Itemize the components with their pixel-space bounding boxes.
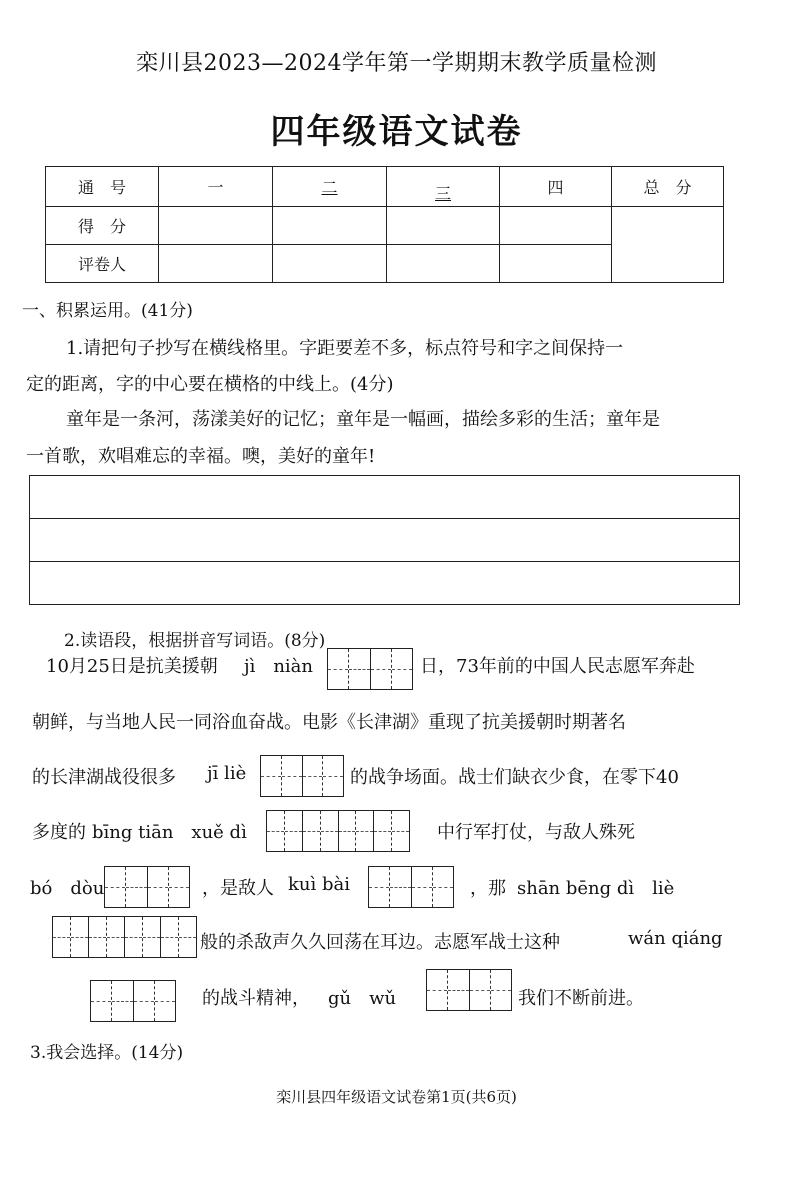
- q2-text: 般的杀敌声久久回荡在耳边。志愿军战士这种: [200, 932, 560, 953]
- grid-cell[interactable]: [491, 970, 511, 1010]
- grid-cell[interactable]: [303, 756, 324, 796]
- score-cell[interactable]: [500, 207, 612, 245]
- grid-cell[interactable]: [303, 811, 321, 851]
- score-col-2: [273, 167, 387, 207]
- pinyin-guwu: gǔ wǔ: [328, 988, 397, 1009]
- grid-cell[interactable]: [369, 867, 390, 907]
- grid-cell[interactable]: [412, 867, 433, 907]
- score-col-total: 总 分: [612, 167, 724, 207]
- answer-grid-bodou[interactable]: [104, 866, 190, 908]
- grid-cell[interactable]: [349, 649, 370, 689]
- page-footer: 栾川县四年级语文试卷第1页(共6页): [276, 1088, 517, 1106]
- q2-text: 多度的: [32, 822, 86, 843]
- pinyin-wanqiang: wán qiáng: [628, 928, 723, 949]
- pinyin-bodou: bó dòu: [30, 878, 105, 899]
- answer-grid-jilie[interactable]: [260, 755, 344, 797]
- pinyin-jinian: jì niàn: [244, 656, 314, 677]
- grader-cell[interactable]: [159, 245, 273, 283]
- grid-cell[interactable]: [148, 867, 169, 907]
- grid-cell[interactable]: [161, 917, 179, 957]
- score-table-header-row: [46, 167, 724, 207]
- q2-text: 的长津湖战役很多: [32, 767, 176, 788]
- pinyin-kuibai: kuì bài: [288, 874, 350, 895]
- q1-instruction-line2: 定的距离，字的中心要在横格的中线上。(4分): [26, 374, 394, 395]
- score-col-2-label: 二: [321, 178, 338, 197]
- grid-cell[interactable]: [282, 756, 303, 796]
- score-col-3: [387, 167, 500, 207]
- grid-cell[interactable]: [371, 649, 392, 689]
- grid-cell[interactable]: [328, 649, 349, 689]
- grid-cell[interactable]: [321, 811, 339, 851]
- grid-cell[interactable]: [374, 811, 392, 851]
- grid-cell[interactable]: [427, 970, 448, 1010]
- writing-line: [30, 561, 739, 562]
- score-table-score-row: [46, 207, 724, 245]
- pinyin-jilie: jī liè: [207, 763, 247, 784]
- grid-cell[interactable]: [323, 756, 343, 796]
- q2-text: ，是敌人: [202, 878, 274, 899]
- q2-text: 朝鲜，与当地人民一同浴血奋战。电影《长津湖》重现了抗美援朝时期著名: [32, 712, 626, 733]
- q1-writing-area[interactable]: [29, 475, 740, 605]
- q2-text: 的战争场面。战士们缺衣少食，在零下40: [350, 767, 679, 788]
- score-cell[interactable]: [159, 207, 273, 245]
- grader-cell[interactable]: [387, 245, 500, 283]
- q2-text: 日，73年前的中国人民志愿军奔赴: [420, 656, 695, 677]
- score-label-number: 通 号: [46, 167, 159, 207]
- pinyin-shanbengdilie: shān bēng dì liè: [517, 878, 675, 899]
- score-col-1: 一: [159, 167, 273, 207]
- grid-cell[interactable]: [105, 867, 126, 907]
- answer-grid-guwu[interactable]: [426, 969, 512, 1011]
- grid-cell[interactable]: [392, 649, 412, 689]
- score-label-grader: 评卷人: [46, 245, 159, 283]
- grid-cell[interactable]: [267, 811, 285, 851]
- grid-cell[interactable]: [89, 917, 107, 957]
- q1-passage-line2: 一首歌，欢唱难忘的幸福。噢，美好的童年!: [26, 446, 376, 467]
- grid-cell[interactable]: [392, 811, 409, 851]
- grid-cell[interactable]: [448, 970, 469, 1010]
- grid-cell[interactable]: [179, 917, 196, 957]
- q2-text: ，那: [470, 878, 506, 899]
- grid-cell[interactable]: [169, 867, 189, 907]
- q2-text: 10月25日是抗美援朝: [46, 656, 218, 677]
- grid-cell[interactable]: [261, 756, 282, 796]
- q2-text: 的战斗精神，: [202, 988, 310, 1009]
- answer-grid-jinian[interactable]: [327, 648, 413, 690]
- score-table: [45, 166, 724, 283]
- q3-heading: 3.我会选择。(14分): [30, 1043, 184, 1063]
- score-col-3-label: 三: [434, 184, 451, 203]
- grid-cell[interactable]: [91, 981, 112, 1021]
- score-col-4: 四: [500, 167, 612, 207]
- grid-cell[interactable]: [112, 981, 133, 1021]
- grid-cell[interactable]: [285, 811, 303, 851]
- writing-line: [30, 518, 739, 519]
- q2-text: 中行军打仗，与敌人殊死: [437, 822, 635, 843]
- answer-grid-bingtianxuedi[interactable]: [266, 810, 410, 852]
- answer-grid-shanbengdilie[interactable]: [52, 916, 197, 958]
- grid-cell[interactable]: [143, 917, 161, 957]
- grid-cell[interactable]: [390, 867, 411, 907]
- q1-instruction-line1: 1.请把句子抄写在横线格里。字距要差不多，标点符号和字之间保持一: [66, 338, 624, 359]
- grid-cell[interactable]: [107, 917, 125, 957]
- grid-cell[interactable]: [433, 867, 453, 907]
- grid-cell[interactable]: [53, 917, 71, 957]
- grid-cell[interactable]: [125, 917, 143, 957]
- section-1-heading: 一、积累运用。(41分): [22, 301, 193, 321]
- q1-passage-line1: 童年是一条河，荡漾美好的记忆；童年是一幅画，描绘多彩的生活；童年是: [66, 409, 660, 430]
- grid-cell[interactable]: [470, 970, 491, 1010]
- grid-cell[interactable]: [126, 867, 147, 907]
- score-cell[interactable]: [387, 207, 500, 245]
- grid-cell[interactable]: [356, 811, 374, 851]
- answer-grid-wanqiang[interactable]: [90, 980, 176, 1022]
- grader-cell[interactable]: [273, 245, 387, 283]
- grader-cell[interactable]: [500, 245, 612, 283]
- grid-cell[interactable]: [71, 917, 89, 957]
- q2-heading: 2.读语段，根据拼音写词语。(8分): [64, 631, 326, 651]
- q2-text: 我们不断前进。: [518, 988, 644, 1009]
- answer-grid-kuibai[interactable]: [368, 866, 454, 908]
- exam-header: 栾川县2023—2024学年第一学期期末教学质量检测: [136, 51, 657, 76]
- score-total-cell[interactable]: [612, 207, 724, 283]
- pinyin-bingtianxuedi: bīng tiān xuě dì: [92, 822, 247, 843]
- score-label-score: 得 分: [46, 207, 159, 245]
- grid-cell[interactable]: [155, 981, 175, 1021]
- score-cell[interactable]: [273, 207, 387, 245]
- grid-cell[interactable]: [339, 811, 357, 851]
- exam-title: 四年级语文试卷: [270, 112, 523, 152]
- grid-cell[interactable]: [134, 981, 155, 1021]
